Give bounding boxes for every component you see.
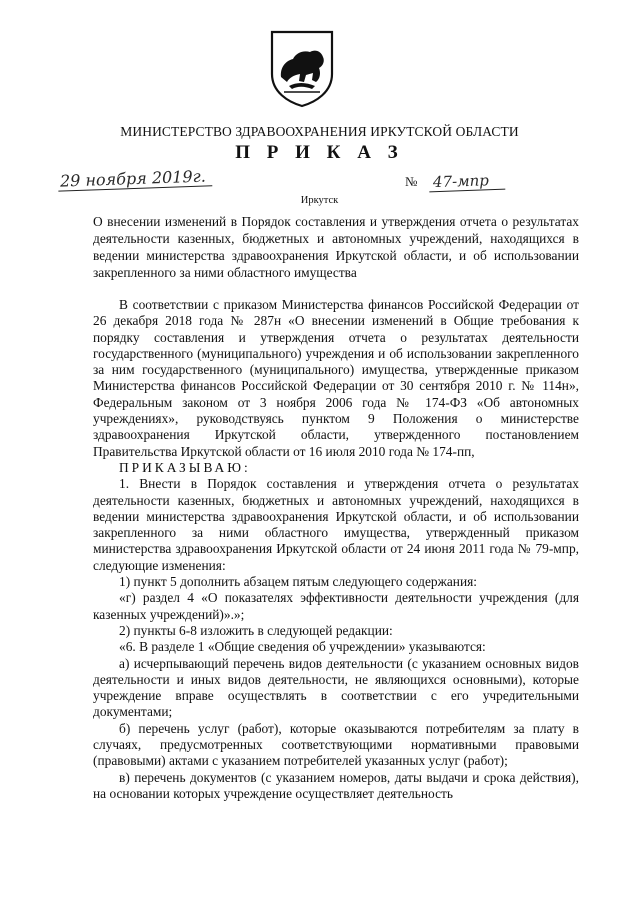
body-paragraph: «6. В разделе 1 «Общие сведения об учреждении» указываются: [119, 639, 486, 655]
preamble-paragraph: В соответствии с приказом Министерства финансов Российской Федерации от 26 декабря 2018 года № 287н «О внесении изменений в Общие требования к порядку составления и утверждения отчета о результатах деятельности государственного (муниципального) учреждения и об использовании закрепленного за ним государственного (муниципального) имущества, утвержденные приказом Министерства финансов Российской Федерации от 30 сентября 2010 г. № 114н», Федеральным законом от 3 ноября 2006 года № 174-ФЗ «Об автономных учреждениях», руководствуясь пунктом 9 Положения о министерстве здравоохранения Иркутской области, утвержденного постановлением Правительства Иркутской области от 16 июля 2010 года № 174-пп, [93, 297, 579, 459]
order-number [405, 172, 505, 191]
body-paragraph: 1) пункт 5 дополнить абзацем пятым следующего содержания: [119, 574, 478, 590]
body-paragraph: а) исчерпывающий перечень видов деятельности (с указанием основных видов деятельности и иных видов деятельности, не являющихся основными), которые учреждение вправе осуществлять в соответствии с его учредительными документами; [93, 655, 579, 720]
body-paragraph: б) перечень услуг (работ), которые оказываются потребителям за плату в случаях, предусмотренных соответствующими нормативными правовыми (правовыми) актами с указанием потребителей указанных услуг (работ); [93, 720, 579, 769]
prikazyvayu-heading: ПРИКАЗЫВАЮ: [119, 459, 251, 475]
body-paragraph: 1. Внести в Порядок составления и утверждения отчета о результатах деятельности казенных, бюджетных и автономных учреждений, находящихся в ведении министерства здравоохранения Иркутской области, и об использовании закрепленного за ними областного имущества, утвержденный приказом министерства здравоохранения Иркутской области от 24 июня 2011 года № 79-мпр, следующие изменения: [93, 476, 579, 573]
handwritten-date: 29 ноября 2019г. [58, 166, 212, 191]
number-label: № [405, 174, 418, 189]
body-paragraph: «г) раздел 4 «О показателях эффективности деятельности учреждения (для казенных учреждений)».»; [93, 590, 579, 622]
order-title: П Р И К А З [235, 142, 404, 163]
order-subject: О внесении изменений в Порядок составления и утверждения отчета о результатах деятельности казенных, бюджетных и автономных учреждений, находящихся в ведении министерства здравоохранения Иркутской области, и об использовании закрепленного за ними областного имущества [93, 214, 579, 280]
city-name: Иркутск [300, 195, 339, 206]
handwritten-number: 47-мпр [428, 171, 504, 193]
coat-of-arms-icon [268, 28, 336, 108]
body-paragraph: в) перечень документов (с указанием номеров, даты выдачи и срока действия), на основании которых учреждение осуществляет деятельность [93, 769, 579, 801]
order-body [93, 297, 579, 802]
body-paragraph: 2) пункты 6-8 изложить в следующей редакции: [119, 622, 393, 638]
ministry-name: МИНИСТЕРСТВО ЗДРАВООХРАНЕНИЯ ИРКУТСКОЙ ОБЛАСТИ [120, 124, 519, 139]
